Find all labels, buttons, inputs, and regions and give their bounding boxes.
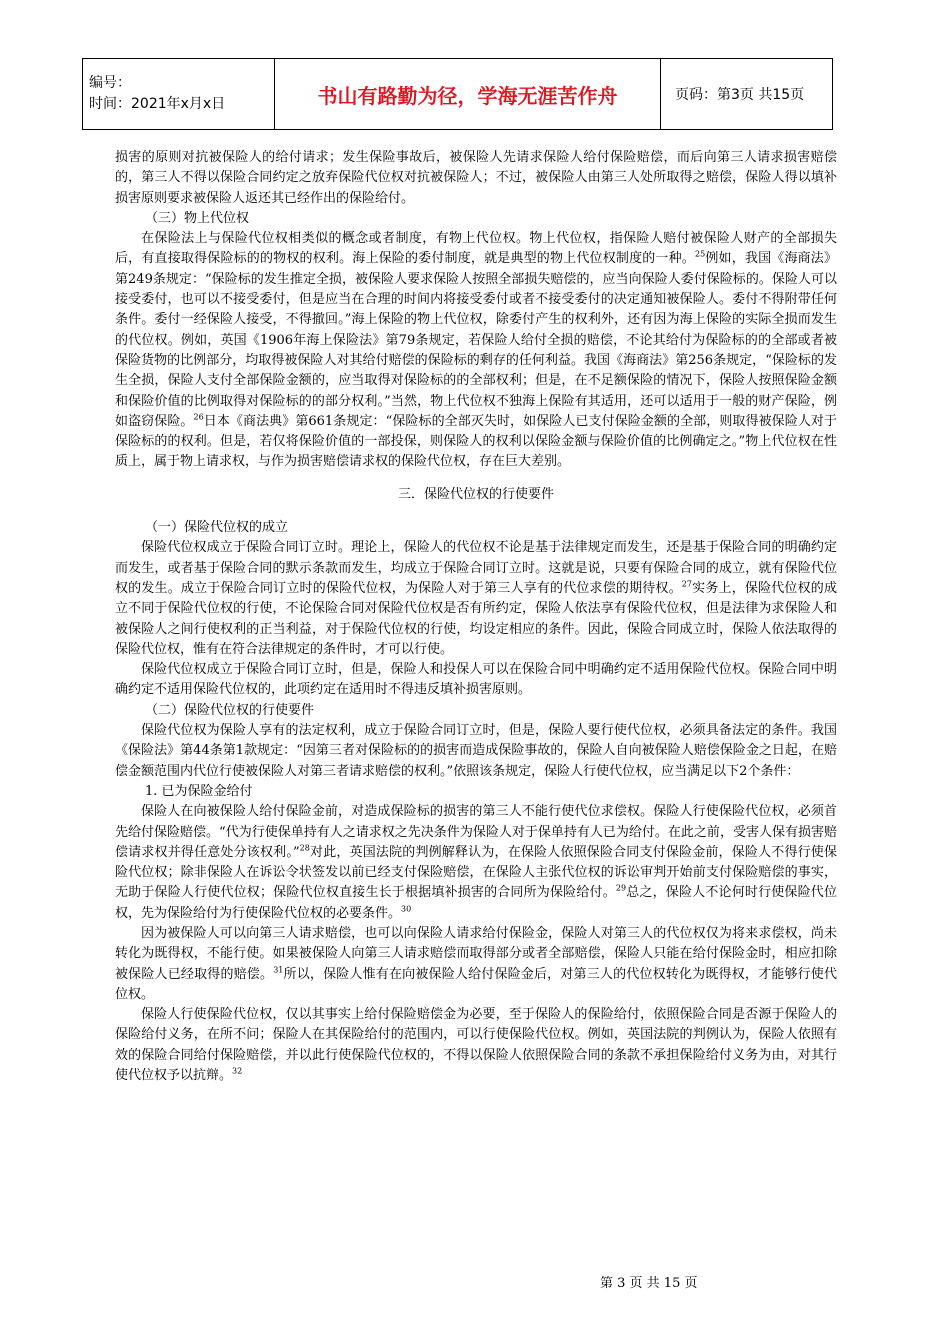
paragraph: 损害的原则对抗被保险人的给付请求；发生保险事故后，被保险人先请求保险人给付保险赔偿，而后向第三人请求损害赔偿的，第三人不得以保险合同约定之放弃保险代位权对抗被保险人；不过，被保险人由第三人处所取得之赔偿，保险人得以填补损害原则要求被保险人返还其已经作出的保险给付。: [115, 150, 837, 206]
footnote-ref: 31: [273, 965, 284, 975]
footnote-ref: 29: [615, 884, 627, 894]
paragraph: 保险代位权成立于保险合同订立时，但是，保险人和投保人可以在保险合同中明确约定不适用保险代位权。保险合同中明确约定不适用保险代位权的，此项约定在适用时不得违反填补损害原则。: [115, 662, 837, 698]
footer-page-number: 第 3 页 共 15 页: [600, 1276, 698, 1291]
footnote-ref: 28: [299, 843, 310, 853]
footnote-ref: 30: [401, 904, 412, 914]
footnote-ref: 32: [232, 1066, 243, 1076]
paragraph: 保险代位权为保险人享有的法定权利，成立于保险合同订立时，但是，保险人要行使代位权，必须具备法定的条件。我国《保险法》第44条第1款规定：“因第三者对保险标的的损害而造成保险事故的，保险人自向被保险人赔偿保险金之日起，在赔偿金额范围内代位行使被保险人对第三者请求赔偿的权利。”依照该条规定，保险人行使代位权，应当满足以下2个条件：: [115, 723, 837, 779]
paragraph: 因为被保险人可以向第三人请求赔偿，也可以向保险人请求给付保险金，保险人对第三人的代位权仅为将来求偿权，尚未转化为既得权，不能行使。如果被保险人向第三人请求赔偿而取得部分或者全部赔偿，保险人只能在给付保险金时，相应扣除被保险人已经取得的赔偿。$^{31}$所以，保险人惟有在向被保险人给付保险金后，对第三人的代位权转化为既得权，才能够行使代位权。: [115, 925, 837, 1002]
footnote-ref: 27: [681, 579, 692, 589]
subheading-chengli: （一）保险代位权的成立: [145, 520, 289, 536]
header-meta: [83, 59, 275, 129]
subheading-yiwei: 1. 已为保险金给付: [145, 783, 253, 799]
number-label: 编号：: [89, 75, 131, 91]
document-body: [115, 148, 837, 1086]
header-page: [661, 59, 832, 129]
page-footer: [600, 1272, 697, 1291]
paragraph: 保险人在向被保险人给付保险金前，对造成保险标的损害的第三人不能行使代位求偿权。保险人行使保险代位权，必须首先给付保险赔偿。“代为行使保单持有人之请求权之先决条件为保险人对于保单持有人已为给付。在此之前，受害人保有损害赔偿请求权并得任意处分该权利。”$^{28}$对此，英国法院的判例解释认为，在保险人依照保险合同支付保险金前，保险人不得行使保险代位权；除非保险人在诉讼令状签发以前已经支付保险赔偿，在保险人主张代位权的诉讼审判开始前支付保险赔偿的事实，无助于保险人行使代位权；保险代位权直接生长于根据填补损害的合同所为保险给付。$^{29}$总之，保险人不论何时行使保险代位权，先为保险给付为行使保险代位权的必要条件。$^{30}$: [115, 804, 837, 921]
footnote-ref: 26: [193, 412, 204, 422]
page-header: [82, 58, 833, 130]
subheading-wushang: （三）物上代位权: [145, 210, 250, 226]
footnote-ref: 25: [694, 250, 706, 260]
paragraph: 保险代位权成立于保险合同订立时。理论上，保险人的代位权不论是基于法律规定而发生，还是基于保险合同的明确约定而发生，或者基于保险合同的默示条款而发生，均成立于保险合同订立时。这就是说，只要有保险合同的成立，就有保险代位权的发生。成立于保险合同订立时的保险代位权，为保险人对于第三人享有的代位求偿的期待权。$^{27}$实务上，保险代位权的成立不同于保险代位权的行使，不论保险合同对保险代位权是否有所约定，保险人依法享有保险代位权，但是法律为求保险人和被保险人之间行使权利的正当利益，对于保险代位权的行使，均设定相应的条件。因此，保险合同成立时，保险人依法取得的保险代位权，惟有在符合法律规定的条件时，才可以行使。: [115, 540, 837, 657]
section-heading: 三．保险代位权的行使要件: [397, 486, 554, 502]
paragraph: 在保险法上与保险代位权相类似的概念或者制度，有物上代位权。物上代位权，指保险人赔付被保险人财产的全部损失后，有直接取得保险标的的物权的权利。海上保险的委付制度，就是典型的物上代位权制度的一种。$^{25}$例如，我国《海商法》第249条规定：“保险标的发生推定全损，被保险人要求保险人按照全部损失赔偿的，应当向保险人委付保险标的。保险人可以接受委付，也可以不接受委付，但是应当在合理的时间内将接受委付或者不接受委付的决定通知被保险人。委付不得附带任何条件。委付一经保险人接受，不得撤回。”海上保险的物上代位权，除委付产生的权利外，还有因为海上保险的实际全损而发生的代位权。例如，英国《1906年海上保险法》第79条规定，若保险人给付全损的赔偿，不论其给付为保险标的的全部或者被保险货物的比例部分，均取得被保险人对其给付赔偿的保险标的剩存的任何利益。我国《海商法》第256条规定，“保险标的发生全损，保险人支付全部保险金额的，应当取得对保险标的的全部权利；但是，在不足额保险的情况下，保险人按照保险金额和保险价值的比例取得对保险标的的部分权利。”当然，物上代位权不独海上保险有其适用，还可以适用于一般的财产保险，例如盗窃保险。$^{26}$日本《商法典》第661条规定：“保险标的全部灭失时，如保险人已支付保险金额的全部，则取得被保险人对于保险标的的权利。但是，若仅将保险价值的一部投保，则保险人的权利以保险金额与保险价值的比例确定之。”物上代位权在性质上，属于物上请求权，与作为损害赔偿请求权的保险代位权，存在巨大差别。: [115, 231, 837, 470]
header-motto: [275, 59, 661, 129]
paragraph: 保险人行使保险代位权，仅以其事实上给付保险赔偿金为必要，至于保险人的保险给付，依照保险合同是否源于保险人的保险给付义务，在所不问；保险人在其保险给付的范围内，可以行使保险代位权。例如，英国法院的判例认为，保险人依照有效的保险合同给付保险赔偿，并以此行使保险代位权的，不得以保险人依照保险合同的条款不承担保险给付义务为由，对其行使代位权予以抗辩。$^{32}$: [115, 1007, 837, 1084]
subheading-xingshi: （二）保险代位权的行使要件: [145, 702, 315, 718]
motto-text: 书山有路勤为径，学海无涯苦作舟: [317, 83, 618, 108]
time-label: 时间：2021年x月x日: [89, 96, 226, 112]
page-label: 页码：第3页 共15页: [675, 87, 805, 103]
